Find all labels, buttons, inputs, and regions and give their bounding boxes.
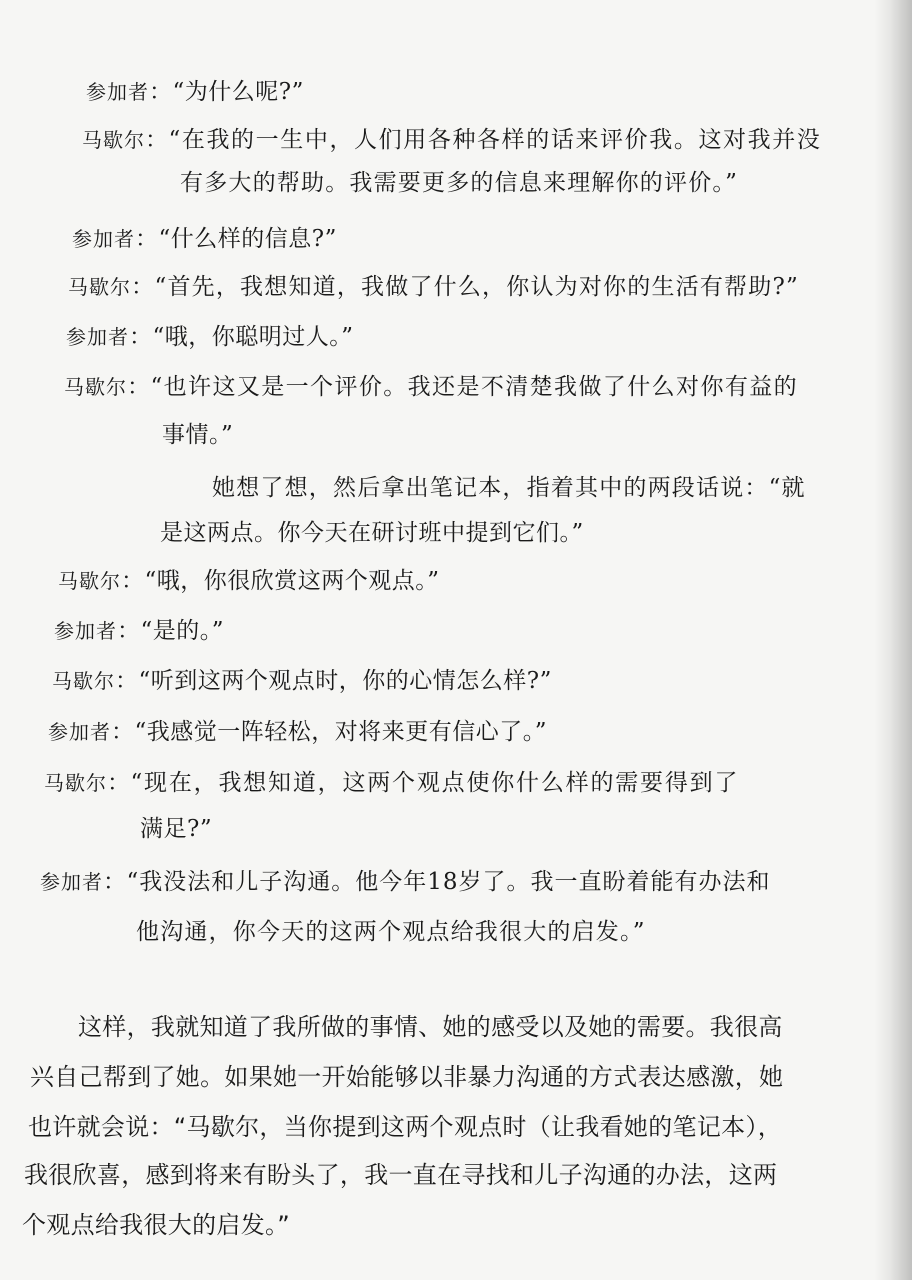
dialogue-text: “为什么呢?”: [172, 79, 304, 105]
speaker-separator: ：: [127, 374, 151, 400]
dialogue-line: [66, 322, 354, 352]
paragraph-line: 我很欣喜，感到将来有盼头了，我一直在寻找和儿子沟通的办法，这两: [24, 1161, 778, 1189]
dialogue-text: “也许这又是一个评价。我还是不清楚我做了什么对你有益的: [150, 374, 799, 400]
speaker-separator: ：: [145, 127, 169, 153]
speaker-label: 参加者: [54, 619, 117, 643]
dialogue-text: 事情。”: [162, 422, 234, 448]
speaker-separator: ：: [131, 274, 155, 300]
dialogue-continuation: [162, 420, 233, 450]
dialogue-text: “我没法和儿子沟通。他今年18岁了。我一直盼着能有办法和: [126, 869, 771, 895]
dialogue-text: “首先，我想知道，我做了什么，你认为对你的生活有帮助?”: [154, 274, 799, 300]
dialogue-text: 他沟通，你今天的这两个观点给我很大的启发。”: [136, 919, 646, 945]
speaker-label: 参加者: [66, 325, 129, 349]
dialogue-line: [52, 666, 552, 696]
dialogue-text: “什么样的信息?”: [158, 226, 337, 252]
dialogue-line: [40, 867, 771, 897]
dialogue-line: [86, 77, 304, 107]
dialogue-text: 有多大的帮助。我需要更多的信息来理解你的评价。”: [180, 170, 739, 196]
speaker-separator: ：: [129, 324, 153, 350]
speaker-label: 马歇尔: [68, 275, 131, 299]
dialogue-line: [58, 566, 440, 596]
dialogue-line: [72, 224, 337, 254]
dialogue-text: “听到这两个观点时，你的心情怎么样?”: [138, 668, 552, 694]
speaker-label: 马歇尔: [52, 669, 115, 693]
speaker-separator: ：: [115, 668, 139, 694]
dialogue-text: “我感觉一阵轻松，对将来更有信心了。”: [134, 719, 548, 745]
paragraph-line: 个观点给我很大的启发。”: [22, 1211, 291, 1239]
speaker-separator: ：: [135, 226, 159, 252]
dialogue-text: “哦，你聪明过人。”: [152, 324, 354, 350]
dialogue-continuation: [180, 168, 738, 198]
speaker-label: 参加者: [48, 720, 111, 744]
dialogue-continuation: [136, 917, 646, 947]
speaker-separator: ：: [111, 719, 135, 745]
dialogue-line: [44, 768, 739, 798]
speaker-separator: ：: [103, 869, 127, 895]
narration-line: [212, 473, 806, 503]
speaker-separator: ：: [121, 568, 145, 594]
speaker-label: 参加者: [72, 227, 135, 251]
dialogue-text: 满足?”: [140, 816, 213, 842]
dialogue-line: [54, 616, 224, 646]
dialogue-line: [48, 717, 547, 747]
speaker-label: 参加者: [86, 80, 149, 104]
speaker-label: 马歇尔: [44, 771, 107, 795]
dialogue-text: “是的。”: [140, 618, 225, 644]
speaker-label: 参加者: [40, 870, 103, 894]
speaker-separator: ：: [117, 618, 141, 644]
speaker-label: 马歇尔: [82, 128, 145, 152]
narration-text: 是这两点。你今天在研讨班中提到它们。”: [160, 520, 584, 546]
narration-text: 她想了想，然后拿出笔记本，指着其中的两段话说：“就: [212, 475, 806, 501]
paragraph-line: 这样，我就知道了我所做的事情、她的感受以及她的需要。我很高: [78, 1013, 783, 1041]
paragraph-line: 兴自己帮到了她。如果她一开始能够以非暴力沟通的方式表达感激，她: [30, 1063, 784, 1091]
speaker-label: 马歇尔: [58, 569, 121, 593]
speaker-separator: ：: [107, 770, 131, 796]
page-edge-shadow: [874, 0, 912, 1280]
dialogue-text: “现在，我想知道，这两个观点使你什么样的需要得到了: [130, 770, 740, 796]
speaker-separator: ：: [149, 79, 173, 105]
dialogue-line: [68, 272, 799, 302]
dialogue-line: [64, 372, 798, 402]
paragraph-line: 也许就会说：“马歇尔，当你提到这两个观点时（让我看她的笔记本），: [28, 1113, 783, 1141]
dialogue-text: “在我的一生中，人们用各种各样的话来评价我。这对我并没: [168, 127, 822, 153]
narration-line: [160, 518, 584, 548]
speaker-label: 马歇尔: [64, 375, 127, 399]
dialogue-text: “哦，你很欣赏这两个观点。”: [144, 568, 440, 594]
dialogue-continuation: [140, 814, 212, 844]
dialogue-line: [82, 125, 821, 155]
